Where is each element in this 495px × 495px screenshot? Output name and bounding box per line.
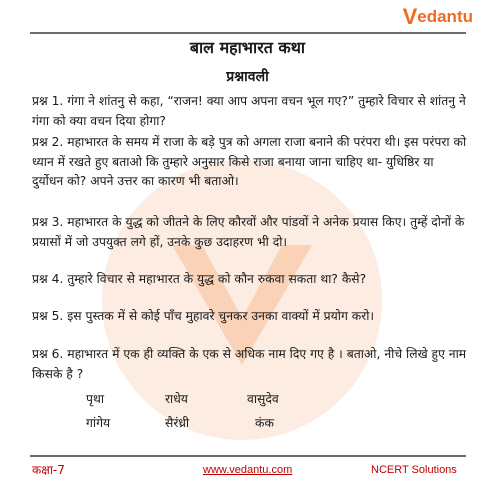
- question-5: प्रश्न 5. इस पुस्तक में से कोई पाँच मुहावरे चुनकर उनका वाक्यों में प्रयोग करो।: [32, 309, 375, 323]
- question-2: प्रश्न 2. महाभारत के समय में राजा के बड़े पुत्र को अगला राजा बनाने की परंपरा थी। इस परंपरा को ध्यान में रखते हुए बताओ कि तुम्हारे अनुसार किसे राजा बनाया जाना चाहिए था- युधिष्ठिर या दुर्योधन को? अपने उत्तर का कारण भी बताओ।: [32, 135, 467, 188]
- name-sairandhri: सैरंध्री: [165, 416, 190, 430]
- question-3: प्रश्न 3. महाभारत के युद्ध को जीतने के लिए कौरवों और पांडवों ने अनेक प्रयास किए। तुम्हें दोनों के प्रयासों में जो उपयुक्त लगे हों, उनके कुछ उदाहरण भी दो।: [32, 215, 465, 249]
- vedantu-logo: [403, 4, 473, 30]
- page-subtitle: प्रश्नावली: [226, 69, 269, 85]
- name-gangeya: गांगेय: [86, 416, 111, 430]
- question-6: प्रश्न 6. महाभारत में एक ही व्यक्ति के एक से अधिक नाम दिए गए है । बताओ, नीचे लिखे हुए नाम किसके है ?: [32, 347, 467, 381]
- class-label: कक्षा-7: [32, 463, 65, 477]
- name-radheya: राधेय: [165, 392, 188, 406]
- page-title: बाल महाभारत कथा: [189, 38, 306, 57]
- ncert-solutions-label: NCERT Solutions: [371, 464, 457, 476]
- footer-divider: [30, 455, 466, 457]
- website-link[interactable]: www.vedantu.com: [203, 464, 293, 476]
- name-pritha: पृथा: [86, 392, 105, 406]
- vedantu-watermark-logo: [92, 150, 392, 450]
- logo-initial: V: [402, 4, 418, 29]
- question-4: प्रश्न 4. तुम्हारे विचार से महाभारत के युद्ध को कौन रुकवा सकता था? कैसे?: [32, 272, 367, 286]
- logo-rest: edantu: [417, 7, 473, 26]
- header-divider: [30, 32, 466, 34]
- question-1: प्रश्न 1. गंगा ने शांतनु से कहा, “राजन! क्या आप अपना वचन भूल गए?” तुम्हारे विचार से शांतनु ने गंगा को क्या वचन दिया होगा?: [32, 94, 466, 128]
- name-vasudev: वासुदेव: [247, 392, 279, 406]
- name-kank: कंक: [255, 416, 274, 430]
